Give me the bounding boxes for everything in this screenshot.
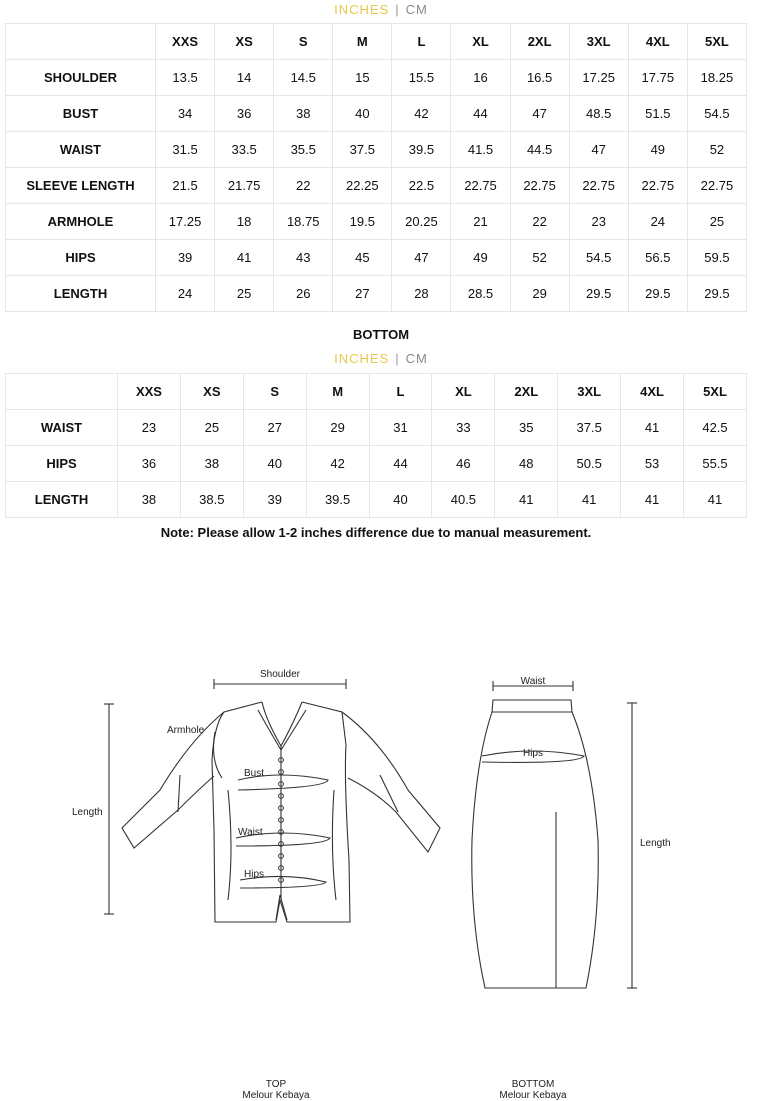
top-table-cell: 22: [510, 204, 569, 240]
caption-bottom-line2: Melour Kebaya: [499, 1090, 567, 1101]
top-table-cell: 59.5: [687, 240, 746, 276]
top-table-cell: 47: [569, 132, 628, 168]
bottom-section-title: BOTTOM: [352, 327, 410, 342]
top-table-cell: 37.5: [333, 132, 392, 168]
top-row-label: LENGTH: [6, 276, 156, 312]
bottom-table-cell: 40.5: [432, 482, 495, 518]
top-table-cell: 24: [156, 276, 215, 312]
bottom-size-header: 2XL: [495, 374, 558, 410]
bottom-table-cell: 48: [495, 446, 558, 482]
top-unit-cm[interactable]: CM: [405, 2, 428, 17]
bottom-size-header: M: [306, 374, 369, 410]
top-table-cell: 51.5: [628, 96, 687, 132]
bottom-table-cell: 37.5: [558, 410, 621, 446]
top-table-cell: 15: [333, 60, 392, 96]
bottom-table-cell: 40: [369, 482, 432, 518]
top-table-cell: 47: [392, 240, 451, 276]
bottom-size-header: L: [369, 374, 432, 410]
label-waist-top: Waist: [238, 827, 263, 838]
caption-top-line2: Melour Kebaya: [242, 1090, 310, 1101]
bottom-table-cell: 44: [369, 446, 432, 482]
top-size-table: [5, 23, 747, 312]
top-row-label: ARMHOLE: [6, 204, 156, 240]
skirt-bottom-illustration: [472, 681, 637, 988]
bottom-row-label: HIPS: [6, 446, 118, 482]
bottom-size-header: S: [243, 374, 306, 410]
top-table-cell: 26: [274, 276, 333, 312]
top-table-cell: 36: [215, 96, 274, 132]
top-table-cell: 45: [333, 240, 392, 276]
measurement-diagram: [0, 560, 762, 1060]
top-table-cell: 22.25: [333, 168, 392, 204]
bottom-table-cell: 55.5: [684, 446, 747, 482]
caption-bottom: [483, 1079, 583, 1101]
top-table-cell: 15.5: [392, 60, 451, 96]
top-table-cell: 19.5: [333, 204, 392, 240]
bottom-size-header: XL: [432, 374, 495, 410]
top-table-cell: 22.5: [392, 168, 451, 204]
caption-bottom-line1: BOTTOM: [511, 1079, 555, 1090]
bottom-table-row: [6, 410, 747, 446]
bottom-size-header: 3XL: [558, 374, 621, 410]
top-table-cell: 44: [451, 96, 510, 132]
kebaya-top-illustration: [104, 679, 440, 922]
top-table-cell: 28.5: [451, 276, 510, 312]
top-header-corner: [6, 24, 156, 60]
bottom-table-cell: 25: [180, 410, 243, 446]
top-table-cell: 52: [510, 240, 569, 276]
top-table-cell: 31.5: [156, 132, 215, 168]
label-armhole: Armhole: [167, 725, 205, 736]
top-table-cell: 28: [392, 276, 451, 312]
top-table-row: [6, 240, 747, 276]
bottom-table-cell: 38: [118, 482, 181, 518]
top-table-cell: 22.75: [687, 168, 746, 204]
top-table-cell: 47: [510, 96, 569, 132]
top-table-cell: 25: [215, 276, 274, 312]
top-table-cell: 16: [451, 60, 510, 96]
bottom-unit-inches[interactable]: INCHES: [334, 351, 390, 366]
bottom-table-cell: 36: [118, 446, 181, 482]
top-table-cell: 21.5: [156, 168, 215, 204]
measurement-note: Note: Please allow 1-2 inches difference due to manual measurement.: [160, 525, 592, 540]
bottom-table-cell: 53: [621, 446, 684, 482]
bottom-table-row: [6, 482, 747, 518]
top-table-cell: 29.5: [569, 276, 628, 312]
top-table-row: [6, 204, 747, 240]
top-table-cell: 22.75: [628, 168, 687, 204]
top-table-cell: 22.75: [510, 168, 569, 204]
top-table-cell: 44.5: [510, 132, 569, 168]
bottom-table-cell: 38.5: [180, 482, 243, 518]
top-table-cell: 49: [628, 132, 687, 168]
label-length-top: Length: [72, 807, 103, 818]
label-waist-bottom: Waist: [520, 676, 546, 687]
top-table-cell: 40: [333, 96, 392, 132]
top-table-cell: 33.5: [215, 132, 274, 168]
bottom-row-label: WAIST: [6, 410, 118, 446]
top-table-cell: 48.5: [569, 96, 628, 132]
bottom-table-cell: 39.5: [306, 482, 369, 518]
top-size-header: S: [274, 24, 333, 60]
top-row-label: SLEEVE LENGTH: [6, 168, 156, 204]
top-table-cell: 17.25: [156, 204, 215, 240]
top-table-cell: 22.75: [451, 168, 510, 204]
top-table-cell: 24: [628, 204, 687, 240]
top-size-header: XXS: [156, 24, 215, 60]
top-table-cell: 16.5: [510, 60, 569, 96]
top-table-cell: 23: [569, 204, 628, 240]
bottom-table-cell: 42: [306, 446, 369, 482]
top-table-row: [6, 276, 747, 312]
bottom-row-label: LENGTH: [6, 482, 118, 518]
top-table-cell: 21: [451, 204, 510, 240]
bottom-table-cell: 42.5: [684, 410, 747, 446]
top-table-cell: 41.5: [451, 132, 510, 168]
bottom-unit-cm[interactable]: CM: [405, 351, 428, 366]
top-size-header: 2XL: [510, 24, 569, 60]
top-table-cell: 29: [510, 276, 569, 312]
top-table-cell: 21.75: [215, 168, 274, 204]
top-size-header: XS: [215, 24, 274, 60]
bottom-table-cell: 39: [243, 482, 306, 518]
top-unit-inches[interactable]: INCHES: [334, 2, 390, 17]
top-table-cell: 20.25: [392, 204, 451, 240]
bottom-table-row: [6, 446, 747, 482]
top-table-cell: 49: [451, 240, 510, 276]
top-table-row: [6, 132, 747, 168]
top-row-label: BUST: [6, 96, 156, 132]
label-shoulder: Shoulder: [259, 669, 301, 680]
bottom-unit-toggle: [0, 351, 762, 366]
top-table-cell: 54.5: [687, 96, 746, 132]
bottom-table-cell: 38: [180, 446, 243, 482]
bottom-table-cell: 23: [118, 410, 181, 446]
bottom-header-corner: [6, 374, 118, 410]
top-table-cell: 35.5: [274, 132, 333, 168]
top-table-cell: 27: [333, 276, 392, 312]
top-table-cell: 18.75: [274, 204, 333, 240]
top-table-cell: 22: [274, 168, 333, 204]
bottom-table-cell: 35: [495, 410, 558, 446]
top-table-cell: 41: [215, 240, 274, 276]
top-table-row: [6, 168, 747, 204]
top-size-header: 4XL: [628, 24, 687, 60]
label-hips-top: Hips: [244, 869, 265, 880]
top-table-cell: 25: [687, 204, 746, 240]
top-size-header: 3XL: [569, 24, 628, 60]
label-hips-bottom: Hips: [522, 748, 544, 759]
top-table-cell: 52: [687, 132, 746, 168]
top-unit-toggle: [0, 2, 762, 17]
bottom-unit-separator: |: [395, 351, 400, 366]
bottom-size-header: XS: [180, 374, 243, 410]
bottom-table-cell: 46: [432, 446, 495, 482]
top-table-row: [6, 96, 747, 132]
top-size-header: M: [333, 24, 392, 60]
top-table-cell: 14.5: [274, 60, 333, 96]
label-length-bottom: Length: [640, 838, 671, 849]
top-table-cell: 18.25: [687, 60, 746, 96]
top-table-cell: 38: [274, 96, 333, 132]
top-table-cell: 42: [392, 96, 451, 132]
top-table-cell: 56.5: [628, 240, 687, 276]
caption-top-line1: TOP: [265, 1079, 287, 1090]
top-size-header-row: [6, 24, 747, 60]
bottom-table-cell: 31: [369, 410, 432, 446]
caption-top: [226, 1079, 326, 1101]
top-table-cell: 39: [156, 240, 215, 276]
top-row-label: WAIST: [6, 132, 156, 168]
top-size-header: 5XL: [687, 24, 746, 60]
top-row-label: HIPS: [6, 240, 156, 276]
top-table-cell: 43: [274, 240, 333, 276]
top-table-cell: 17.25: [569, 60, 628, 96]
label-bust: Bust: [244, 768, 265, 779]
bottom-table-cell: 40: [243, 446, 306, 482]
top-table-cell: 39.5: [392, 132, 451, 168]
top-table-cell: 18: [215, 204, 274, 240]
top-size-header: L: [392, 24, 451, 60]
top-size-header: XL: [451, 24, 510, 60]
bottom-table-cell: 27: [243, 410, 306, 446]
bottom-size-header: XXS: [118, 374, 181, 410]
bottom-table-cell: 33: [432, 410, 495, 446]
top-table-cell: 17.75: [628, 60, 687, 96]
bottom-table-cell: 41: [621, 482, 684, 518]
bottom-table-cell: 29: [306, 410, 369, 446]
top-row-label: SHOULDER: [6, 60, 156, 96]
top-table-cell: 29.5: [628, 276, 687, 312]
bottom-table-cell: 41: [684, 482, 747, 518]
bottom-table-cell: 41: [558, 482, 621, 518]
top-table-cell: 14: [215, 60, 274, 96]
bottom-size-header-row: [6, 374, 747, 410]
top-table-cell: 54.5: [569, 240, 628, 276]
bottom-table-cell: 41: [495, 482, 558, 518]
bottom-table-cell: 41: [621, 410, 684, 446]
top-table-cell: 29.5: [687, 276, 746, 312]
top-table-cell: 34: [156, 96, 215, 132]
top-table-cell: 22.75: [569, 168, 628, 204]
bottom-size-table: [5, 373, 747, 518]
top-unit-separator: |: [395, 2, 400, 17]
bottom-table-cell: 50.5: [558, 446, 621, 482]
bottom-size-header: 5XL: [684, 374, 747, 410]
top-table-cell: 13.5: [156, 60, 215, 96]
top-table-row: [6, 60, 747, 96]
bottom-size-header: 4XL: [621, 374, 684, 410]
